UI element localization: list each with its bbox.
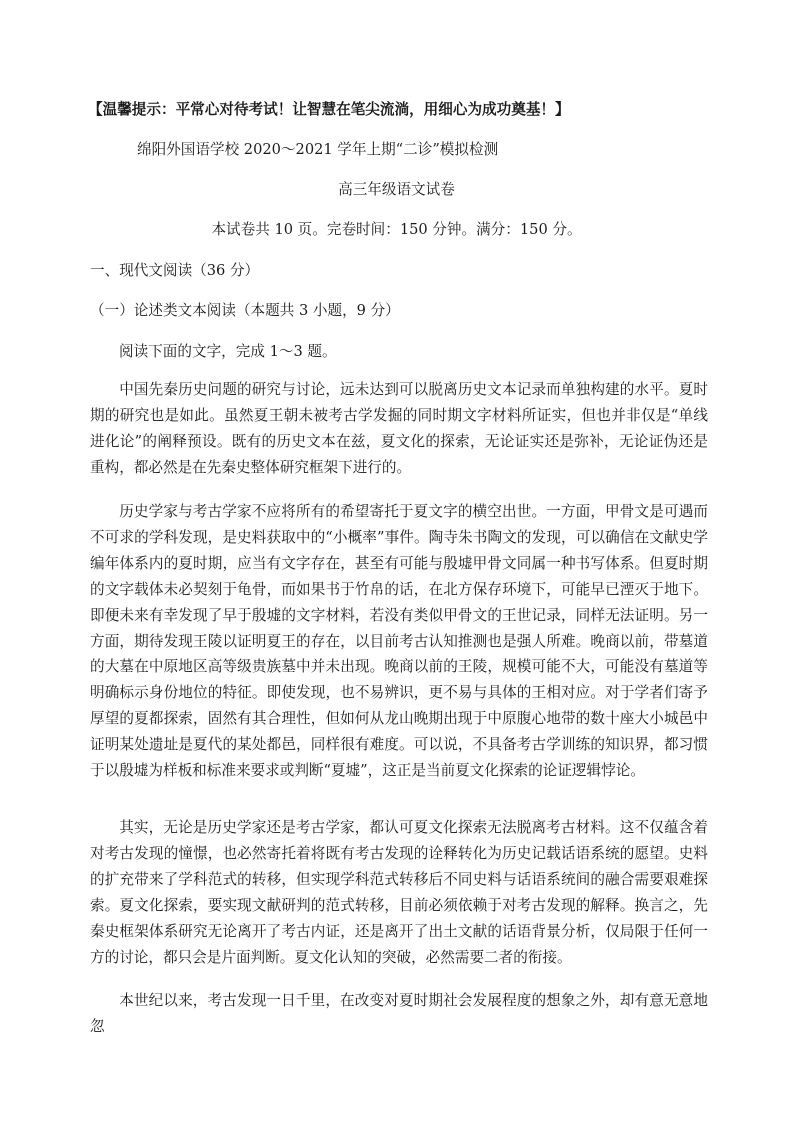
paragraph-1: 中国先秦历史问题的研究与讨论，远未达到可以脱离历史文本记录而单独构建的水平。夏时期的研究也是如此。虽然夏王朝未被考古学发掘的同时期文字材料所证实，但也并非仅是“单线进化论”的阐释预设。既有的历史文本在兹，夏文化的探索，无论证实还是弥补，无论证伪还是重构，都必然是在先秦史整体研究框架下进行的。 (90, 381, 708, 476)
reading-instruction: 阅读下面的文字，完成 1～3 题。 (119, 343, 337, 360)
subsection-heading: （一）论述类文本阅读（本题共 3 小题，9 分） (90, 302, 400, 319)
exam-tip: 【温馨提示：平常心对待考试！让智慧在笔尖流淌，用细心为成功奠基！】 (88, 101, 570, 118)
paragraph-2: 历史学家与考古学家不应将所有的希望寄托于夏文字的横空出世。一方面，甲骨文是可遇而不可求的学科发现，是史料获取中的“小概率”事件。陶寺朱书陶文的发现，可以确信在文献史学编年体系内的夏时期，应当有文字存在，甚至有可能与殷墟甲骨文同属一种书写体系。但夏时期的文字载体未必契刻于龟骨，而如果书于竹帛的话，在北方保存环境下，可能早已湮灭于地下。即便未来有幸发现了早于殷墟的文字材料，若没有类似甲骨文的王世记录，同样无法证明。另一方面，期待发现王陵以证明夏王的存在，以目前考古认知推测也是强人所难。晚商以前，带墓道的大墓在中原地区高等级贵族墓中并未出现。晚商以前的王陵，规模可能不大，可能没有墓道等明确标示身份地位的特征。即使发现，也不易辨识，更不易与具体的王相对应。对于学者们寄予厚望的夏都探索，固然有其合理性，但如何从龙山晚期出现于中原腹心地带的数十座大小城邑中证明某处遗址是夏代的某处都邑，同样很有难度。可以说，不具备考古学训练的知识界，都习惯于以殷墟为样板和标准来要求或判断“夏墟”，这正是当前夏文化探索的论证逻辑悖论。 (90, 503, 708, 780)
section-heading: 一、现代文阅读（36 分） (90, 262, 260, 279)
school-exam-line: 绵阳外国语学校 2020～2021 学年上期“二诊”模拟检测 (137, 141, 499, 158)
paragraph-4: 本世纪以来，考古发现一日千里，在改变对夏时期社会发展程度的想象之外，却有意无意地忽 (90, 992, 708, 1035)
exam-title: 高三年级语文试卷 (338, 181, 455, 198)
exam-info: 本试卷共 10 页。完卷时间：150 分钟。满分：150 分。 (211, 221, 582, 238)
paragraph-3: 其实，无论是历史学家还是考古学家，都认可夏文化探索无法脱离考古材料。这不仅蕴含着对考古发现的憧憬，也必然寄托着将既有考古发现的诠释转化为历史记载话语系统的愿望。史料的扩充带来了学科范式的转移，但实现学科范式转移后不同史料与话语系统间的融合需要艰难探索。夏文化探索，要实现文献研判的范式转移，目前必须依赖于对考古发现的解释。换言之，先秦史框架体系研究无论离开了考古内证，还是离开了出土文献的话语背景分析，仅局限于任何一方的讨论，都只会是片面判断。夏文化认知的突破，必然需要二者的衔接。 (90, 819, 708, 966)
